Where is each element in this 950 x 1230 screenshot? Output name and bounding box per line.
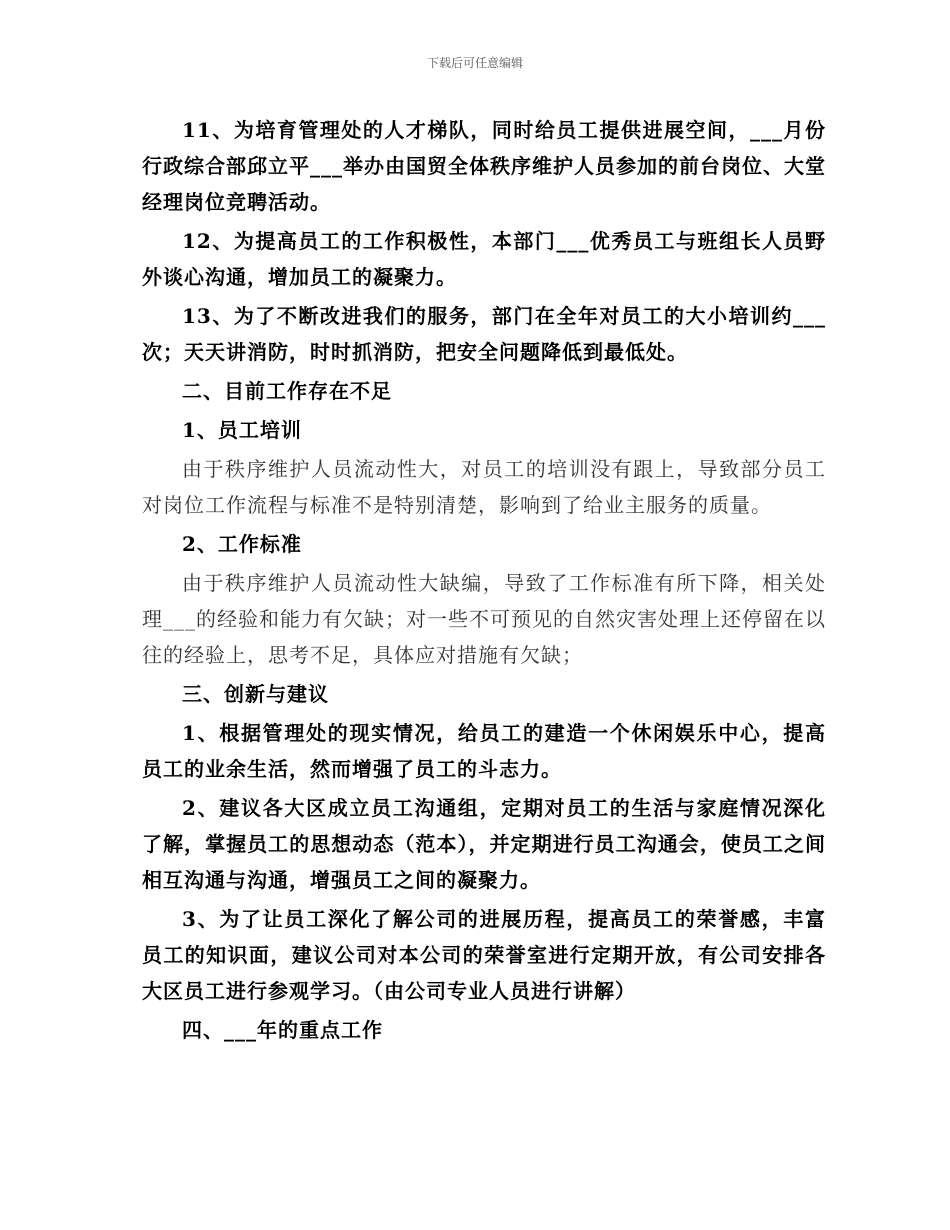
subheading-staff-training: 1、员工培训 — [182, 418, 302, 442]
paragraph-staff-training: 由于秩序维护人员流动性大，对员工的培训没有跟上，导致部分员工对岗位工作流程与标准不是特别清楚，影响到了给业主服务的质量。 — [142, 457, 826, 517]
paragraph-item-12: 12、为提高员工的工作积极性，本部门___优秀员工与班组长人员野外谈心沟通，增加员工的凝聚力。 — [142, 229, 826, 289]
paragraph-item-13: 13、为了不断改进我们的服务，部门在全年对员工的大小培训约___次；天天讲消防，时时抓消防，把安全问题降低到最低处。 — [142, 304, 826, 364]
subheading-work-standard: 2、工作标准 — [182, 532, 302, 556]
section-heading-4: 四、___年的重点工作 — [182, 1018, 383, 1042]
paragraph-work-standard: 由于秩序维护人员流动性大缺编，导致了工作标准有所下降，相关处理___的经验和能力有欠缺；对一些不可预见的自然灾害处理上还停留在以往的经验上，思考不足，具体应对措施有欠缺； — [142, 571, 826, 667]
suggestion-3: 3、为了让员工深化了解公司的进展历程，提高员工的荣誉感，丰富员工的知识面，建议公司对本公司的荣誉室进行定期开放，有公司安排各大区员工进行参观学习。（由公司专业人员进行讲解） — [142, 907, 826, 1003]
suggestion-2: 2、建议各大区成立员工沟通组，定期对员工的生活与家庭情况深化了解，掌握员工的思想动态（范本），并定期进行员工沟通会，使员工之间相互沟通与沟通，增强员工之间的凝聚力。 — [142, 796, 826, 892]
section-heading-3: 三、创新与建议 — [182, 682, 329, 706]
suggestion-1: 1、根据管理处的现实情况，给员工的建造一个休闲娱乐中心，提高员工的业余生活，然而增强了员工的斗志力。 — [142, 721, 826, 781]
page-header: 下载后可任意编辑 — [426, 56, 523, 70]
paragraph-item-11: 11、为培育管理处的人才梯队，同时给员工提供进展空间，___月份行政综合部邱立平___举办由国贸全体秩序维护人员参加的前台岗位、大堂经理岗位竞聘活动。 — [142, 118, 826, 214]
section-heading-2: 二、目前工作存在不足 — [182, 379, 392, 403]
document-body — [142, 112, 826, 1051]
